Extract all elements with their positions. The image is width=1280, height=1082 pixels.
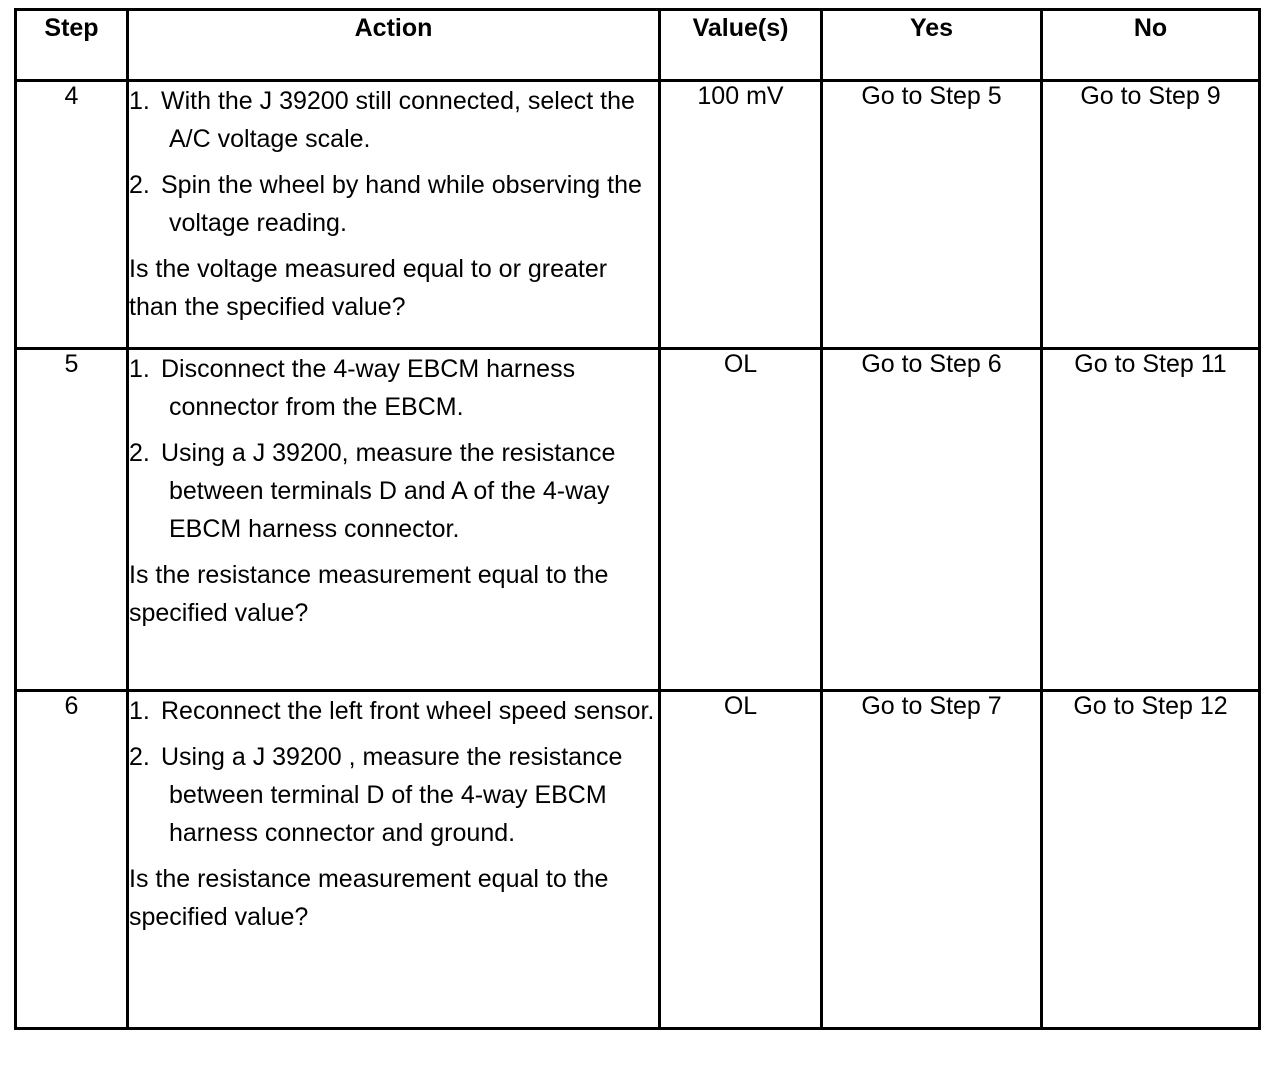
action-question: Is the resistance measurement equal to the specified value? — [129, 865, 609, 931]
diagnostic-table-page — [14, 8, 1258, 1074]
action-item — [129, 434, 658, 548]
header-no: No — [1042, 10, 1260, 81]
header-step: Step — [16, 10, 128, 81]
item-text: With the J 39200 still connected, select the A/C voltage scale. — [161, 87, 635, 153]
action-item — [129, 82, 658, 158]
table-row — [16, 349, 1260, 691]
no-cell: Go to Step 11 — [1042, 349, 1260, 691]
action-cell — [128, 81, 660, 349]
action-item — [129, 738, 658, 852]
item-number: 2. — [129, 171, 150, 199]
value-cell: OL — [660, 349, 822, 691]
item-text: Reconnect the left front wheel speed sensor. — [161, 697, 655, 725]
step-number: 5 — [16, 349, 128, 691]
yes-cell: Go to Step 5 — [822, 81, 1042, 349]
action-cell — [128, 691, 660, 1029]
action-item — [129, 350, 658, 426]
value-cell: 100 mV — [660, 81, 822, 349]
header-values: Value(s) — [660, 10, 822, 81]
item-text: Spin the wheel by hand while observing the voltage reading. — [161, 171, 642, 237]
item-number: 2. — [129, 743, 150, 771]
table-row — [16, 81, 1260, 349]
action-question: Is the voltage measured equal to or greater than the specified value? — [129, 255, 608, 321]
header-row — [16, 10, 1260, 81]
item-number: 1. — [129, 697, 150, 725]
item-text: Using a J 39200 , measure the resistance between terminal D of the 4-way EBCM harness connector and ground. — [161, 743, 623, 847]
step-number: 4 — [16, 81, 128, 349]
yes-cell: Go to Step 6 — [822, 349, 1042, 691]
header-yes: Yes — [822, 10, 1042, 81]
action-item — [129, 166, 658, 242]
value-cell: OL — [660, 691, 822, 1029]
item-number: 1. — [129, 87, 150, 115]
no-cell: Go to Step 9 — [1042, 81, 1260, 349]
action-cell — [128, 349, 660, 691]
no-cell: Go to Step 12 — [1042, 691, 1260, 1029]
item-text: Using a J 39200, measure the resistance between terminals D and A of the 4-way EBCM harness connector. — [161, 439, 616, 543]
item-number: 2. — [129, 439, 150, 467]
step-number: 6 — [16, 691, 128, 1029]
action-item — [129, 692, 658, 730]
yes-cell: Go to Step 7 — [822, 691, 1042, 1029]
action-question: Is the resistance measurement equal to the specified value? — [129, 561, 609, 627]
item-number: 1. — [129, 355, 150, 383]
diagnostic-table — [14, 8, 1261, 1030]
table-row — [16, 691, 1260, 1029]
header-action: Action — [128, 10, 660, 81]
item-text: Disconnect the 4-way EBCM harness connector from the EBCM. — [161, 355, 576, 421]
